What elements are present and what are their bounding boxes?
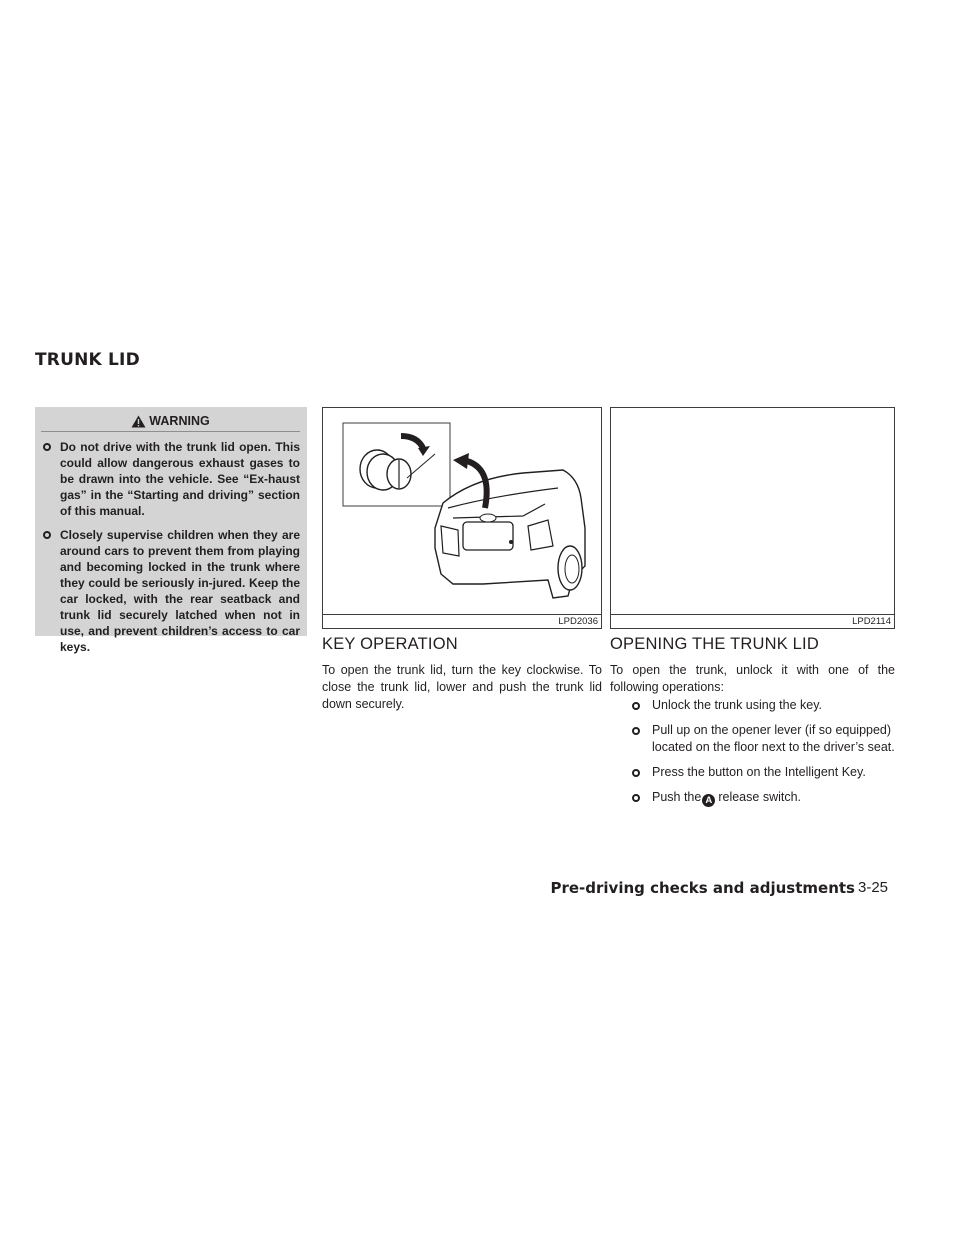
callout-a-icon: A (702, 794, 715, 807)
warning-list (41, 439, 300, 655)
bullet-icon (43, 443, 51, 451)
bullet-icon (43, 531, 51, 539)
figure-code: LPD2036 (558, 616, 598, 627)
list-item-text: Press the button on the Intelligent Key. (652, 765, 866, 779)
push-suffix: release switch. (718, 790, 802, 804)
warning-item (41, 527, 300, 655)
bullet-icon (632, 794, 640, 802)
list-item (632, 697, 900, 714)
footer-chapter-title: Pre-driving checks and adjustments (550, 879, 855, 897)
list-item (632, 789, 900, 807)
warning-triangle-icon (131, 415, 146, 428)
opening-trunk-heading: OPENING THE TRUNK LID (610, 635, 819, 653)
warning-box (35, 407, 307, 654)
list-item-text: Unlock the trunk using the key. (652, 698, 822, 712)
warning-item (41, 439, 300, 519)
list-item (632, 764, 900, 781)
opening-trunk-intro: To open the trunk, unlock it with one of the following operations: (610, 663, 895, 694)
figure-caption-rule (323, 614, 601, 615)
push-prefix: Push the (652, 790, 702, 804)
key-operation-heading: KEY OPERATION (322, 635, 458, 653)
trunk-key-illustration (323, 408, 601, 615)
opening-operations-list (632, 697, 900, 815)
bullet-icon (632, 702, 640, 710)
figure-key-operation (322, 407, 602, 629)
warning-item-text: Closely supervise children when they are around cars to prevent them from playing and becoming locked in the trunk where they could be seriously in-jured. Keep the car locked, with the rear seatback and trunk lid securely latched when not in use, and prevent children’s access to car keys. (60, 528, 300, 654)
bullet-icon (632, 769, 640, 777)
bullet-icon (632, 727, 640, 735)
figure-code: LPD2114 (852, 616, 891, 627)
warning-item-text: Do not drive with the trunk lid open. This could allow dangerous exhaust gases to be drawn into the vehicle. See “Ex-haust gas” in the “Starting and driving” section of this manual. (60, 440, 300, 518)
figure-caption-rule (611, 614, 894, 615)
page-number: 3-25 (858, 879, 889, 896)
list-item (632, 722, 900, 756)
list-item-text: Pull up on the opener lever (if so equipped) located on the floor next to the driver’s seat. (652, 723, 895, 754)
warning-header (41, 411, 300, 432)
key-operation-body: To open the trunk lid, turn the key clockwise. To close the trunk lid, lower and push the trunk lid down securely. (322, 663, 602, 711)
section-heading: TRUNK LID (35, 350, 140, 370)
warning-title: WARNING (149, 414, 210, 428)
figure-opening-trunk (610, 407, 895, 629)
